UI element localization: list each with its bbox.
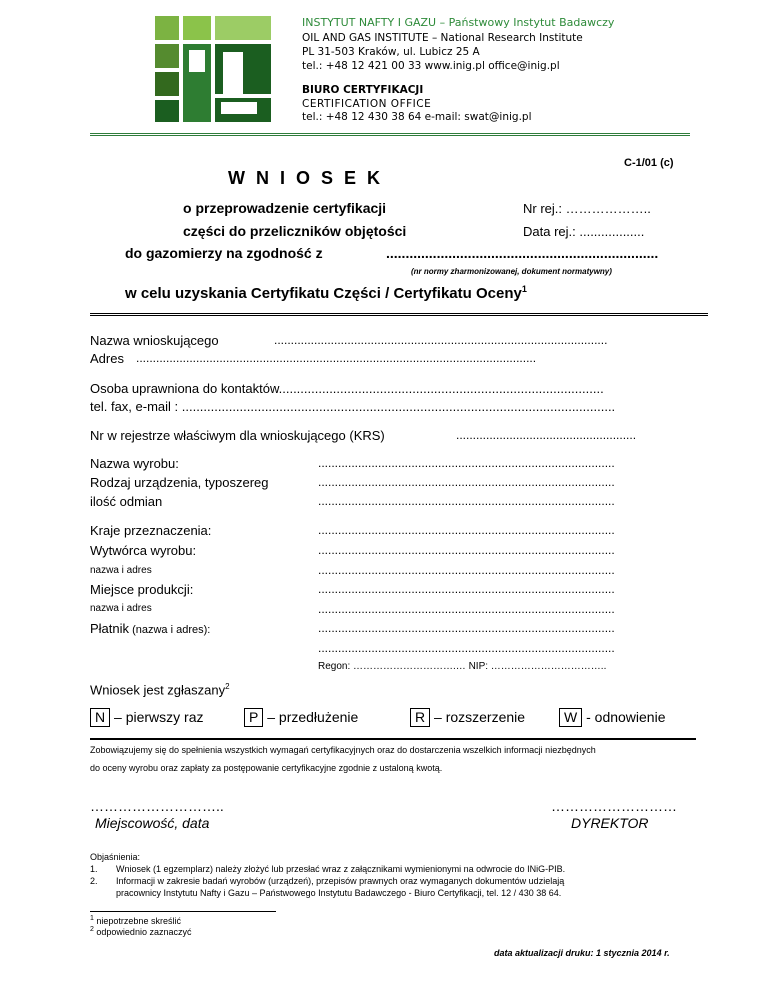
application-label: Wniosek jest zgłaszany$^2$: [90, 682, 230, 698]
production-place-field[interactable]: .........................................................................................: [318, 582, 615, 596]
print-update-date: data aktualizacji druku: 1 stycznia 2014 r.: [494, 948, 670, 958]
device-type-label: Rodzaj urządzenia, typoszereg: [90, 475, 269, 490]
option-renewal[interactable]: [559, 708, 666, 727]
title-divider: [90, 313, 708, 316]
commitment-line-2: do oceny wyrobu oraz zapłaty za postępowanie certyfikacyjne zgodnie z ustaloną kwotą.: [90, 763, 443, 773]
countries-label: Kraje przeznaczenia:: [90, 523, 212, 538]
director-label: DYREKTOR: [571, 815, 649, 831]
product-name-label: Nazwa wyrobu:: [90, 456, 179, 471]
note-1: Wniosek (1 egzemplarz) należy złożyć lub przesłać wraz z załącznikami wymienionymi na odwrocie do INiG-PIB.: [116, 864, 566, 874]
place-date-field[interactable]: ………………………..: [90, 798, 224, 814]
payer-label: Płatnik (nazwa i adres):: [90, 621, 211, 636]
option-expansion[interactable]: [410, 708, 525, 727]
form-code: C-1/01 (c): [624, 157, 674, 169]
production-address-field[interactable]: .........................................................................................: [318, 602, 615, 616]
norm-note: (nr normy zharmonizowanej, dokument normatywny): [411, 267, 612, 276]
production-name-address-label: nazwa i adres: [90, 603, 152, 614]
norm-field: ......................................................................: [386, 245, 659, 261]
option-w-box[interactable]: W: [559, 708, 582, 727]
contact-person-field[interactable]: Osoba uprawniona do kontaktów..........................................................................................: [90, 381, 604, 396]
option-n-label: – pierwszy raz: [110, 709, 204, 725]
regon-nip-field[interactable]: Regon: ………………………….… NIP: ……………………………..: [318, 661, 607, 672]
form-title: W N I O S E K: [228, 168, 384, 188]
footnote-1: $^1$ niepotrzebne skreślić: [90, 915, 181, 926]
manufacturer-name-address-label: nazwa i adres: [90, 565, 152, 576]
device-type-field[interactable]: .........................................................................................: [318, 475, 615, 489]
note-2-number: 2.: [90, 876, 98, 886]
institute-contact: tel.: +48 12 421 00 33 www.inig.pl office@inig.pl: [302, 60, 560, 72]
manufacturer-field[interactable]: .........................................................................................: [318, 543, 615, 557]
inig-logo: [155, 14, 275, 124]
header-divider: [90, 133, 690, 138]
office-contact: tel.: +48 12 430 38 64 e-mail: swat@inig.pl: [302, 111, 532, 123]
option-first-time[interactable]: [90, 708, 203, 727]
registration-number: Nr rej.: ………………..: [523, 201, 651, 216]
krs-field[interactable]: ......................................................: [456, 428, 637, 442]
payer-field-2[interactable]: .........................................................................................: [318, 641, 615, 655]
tel-fax-email-field[interactable]: tel. fax, e-mail : ........................................................................................................................: [90, 399, 616, 414]
applicant-name-label: Nazwa wnioskującego: [90, 333, 219, 348]
production-place-label: Miejsce produkcji:: [90, 582, 194, 597]
office-name-pl: BIURO CERTYFIKACJI: [302, 84, 424, 96]
krs-label: Nr w rejestrze właściwym dla wnioskującego (KRS): [90, 428, 385, 443]
purpose-line: w celu uzyskania Certyfikatu Części / Certyfikatu Oceny$^1$: [125, 284, 527, 302]
office-name-en: CERTIFICATION OFFICE: [302, 98, 432, 110]
option-n-box[interactable]: N: [90, 708, 110, 727]
institute-address: PL 31-503 Kraków, ul. Lubicz 25 A: [302, 46, 480, 58]
option-w-label: - odnowienie: [582, 709, 666, 725]
variants-field[interactable]: .........................................................................................: [318, 494, 615, 508]
manufacturer-address-field[interactable]: .........................................................................................: [318, 563, 615, 577]
footnote-2: $^2$ odpowiednio zaznaczyć: [90, 926, 192, 937]
footnote-divider: [90, 911, 276, 912]
address-field[interactable]: ........................................................................................................................: [136, 351, 537, 365]
note-2-line-1: Informacji w zakresie badań wyrobów (urządzeń), przepisów prawnych oraz wymaganych dokumentów udzielają: [116, 876, 565, 886]
applicant-name-field[interactable]: ....................................................................................................: [274, 333, 608, 347]
product-name-field[interactable]: .........................................................................................: [318, 456, 615, 470]
notes-heading: Objaśnienia:: [90, 852, 141, 862]
director-signature-field[interactable]: ………………………: [551, 798, 677, 814]
option-extension[interactable]: [244, 708, 358, 727]
manufacturer-label: Wytwórca wyrobu:: [90, 543, 197, 558]
option-r-label: – rozszerzenie: [430, 709, 526, 725]
institute-name-en: OIL AND GAS INSTITUTE – National Research Institute: [302, 32, 583, 44]
form-subtitle-1: o przeprowadzenie certyfikacji: [183, 200, 387, 216]
place-date-label: Miejscowość, data: [95, 815, 210, 831]
form-subtitle-2: części do przeliczników objętości: [183, 223, 407, 239]
note-1-number: 1.: [90, 864, 98, 874]
option-r-box[interactable]: R: [410, 708, 430, 727]
note-2-line-2: pracownicy Instytutu Nafty i Gazu – Państwowego Instytutu Badawczego - Biuro Certyfikacji, tel. 12 / 430 38 64.: [116, 888, 562, 898]
payer-field[interactable]: .........................................................................................: [318, 621, 615, 635]
address-label: Adres: [90, 351, 124, 366]
option-p-label: – przedłużenie: [263, 709, 359, 725]
commitment-divider: [90, 738, 696, 740]
option-p-box[interactable]: P: [244, 708, 263, 727]
commitment-line-1: Zobowiązujemy się do spełnienia wszystkich wymagań certyfikacyjnych oraz do dostarczenia wszelkich informacji niezbędnych: [90, 745, 596, 755]
form-subtitle-3: do gazomierzy na zgodność z: [125, 245, 323, 261]
institute-name-pl: INSTYTUT NAFTY I GAZU – Państwowy Instytut Badawczy: [302, 16, 615, 29]
variants-label: ilość odmian: [90, 494, 163, 509]
registration-date: Data rej.: ..................: [523, 224, 645, 239]
countries-field[interactable]: .........................................................................................: [318, 523, 615, 537]
